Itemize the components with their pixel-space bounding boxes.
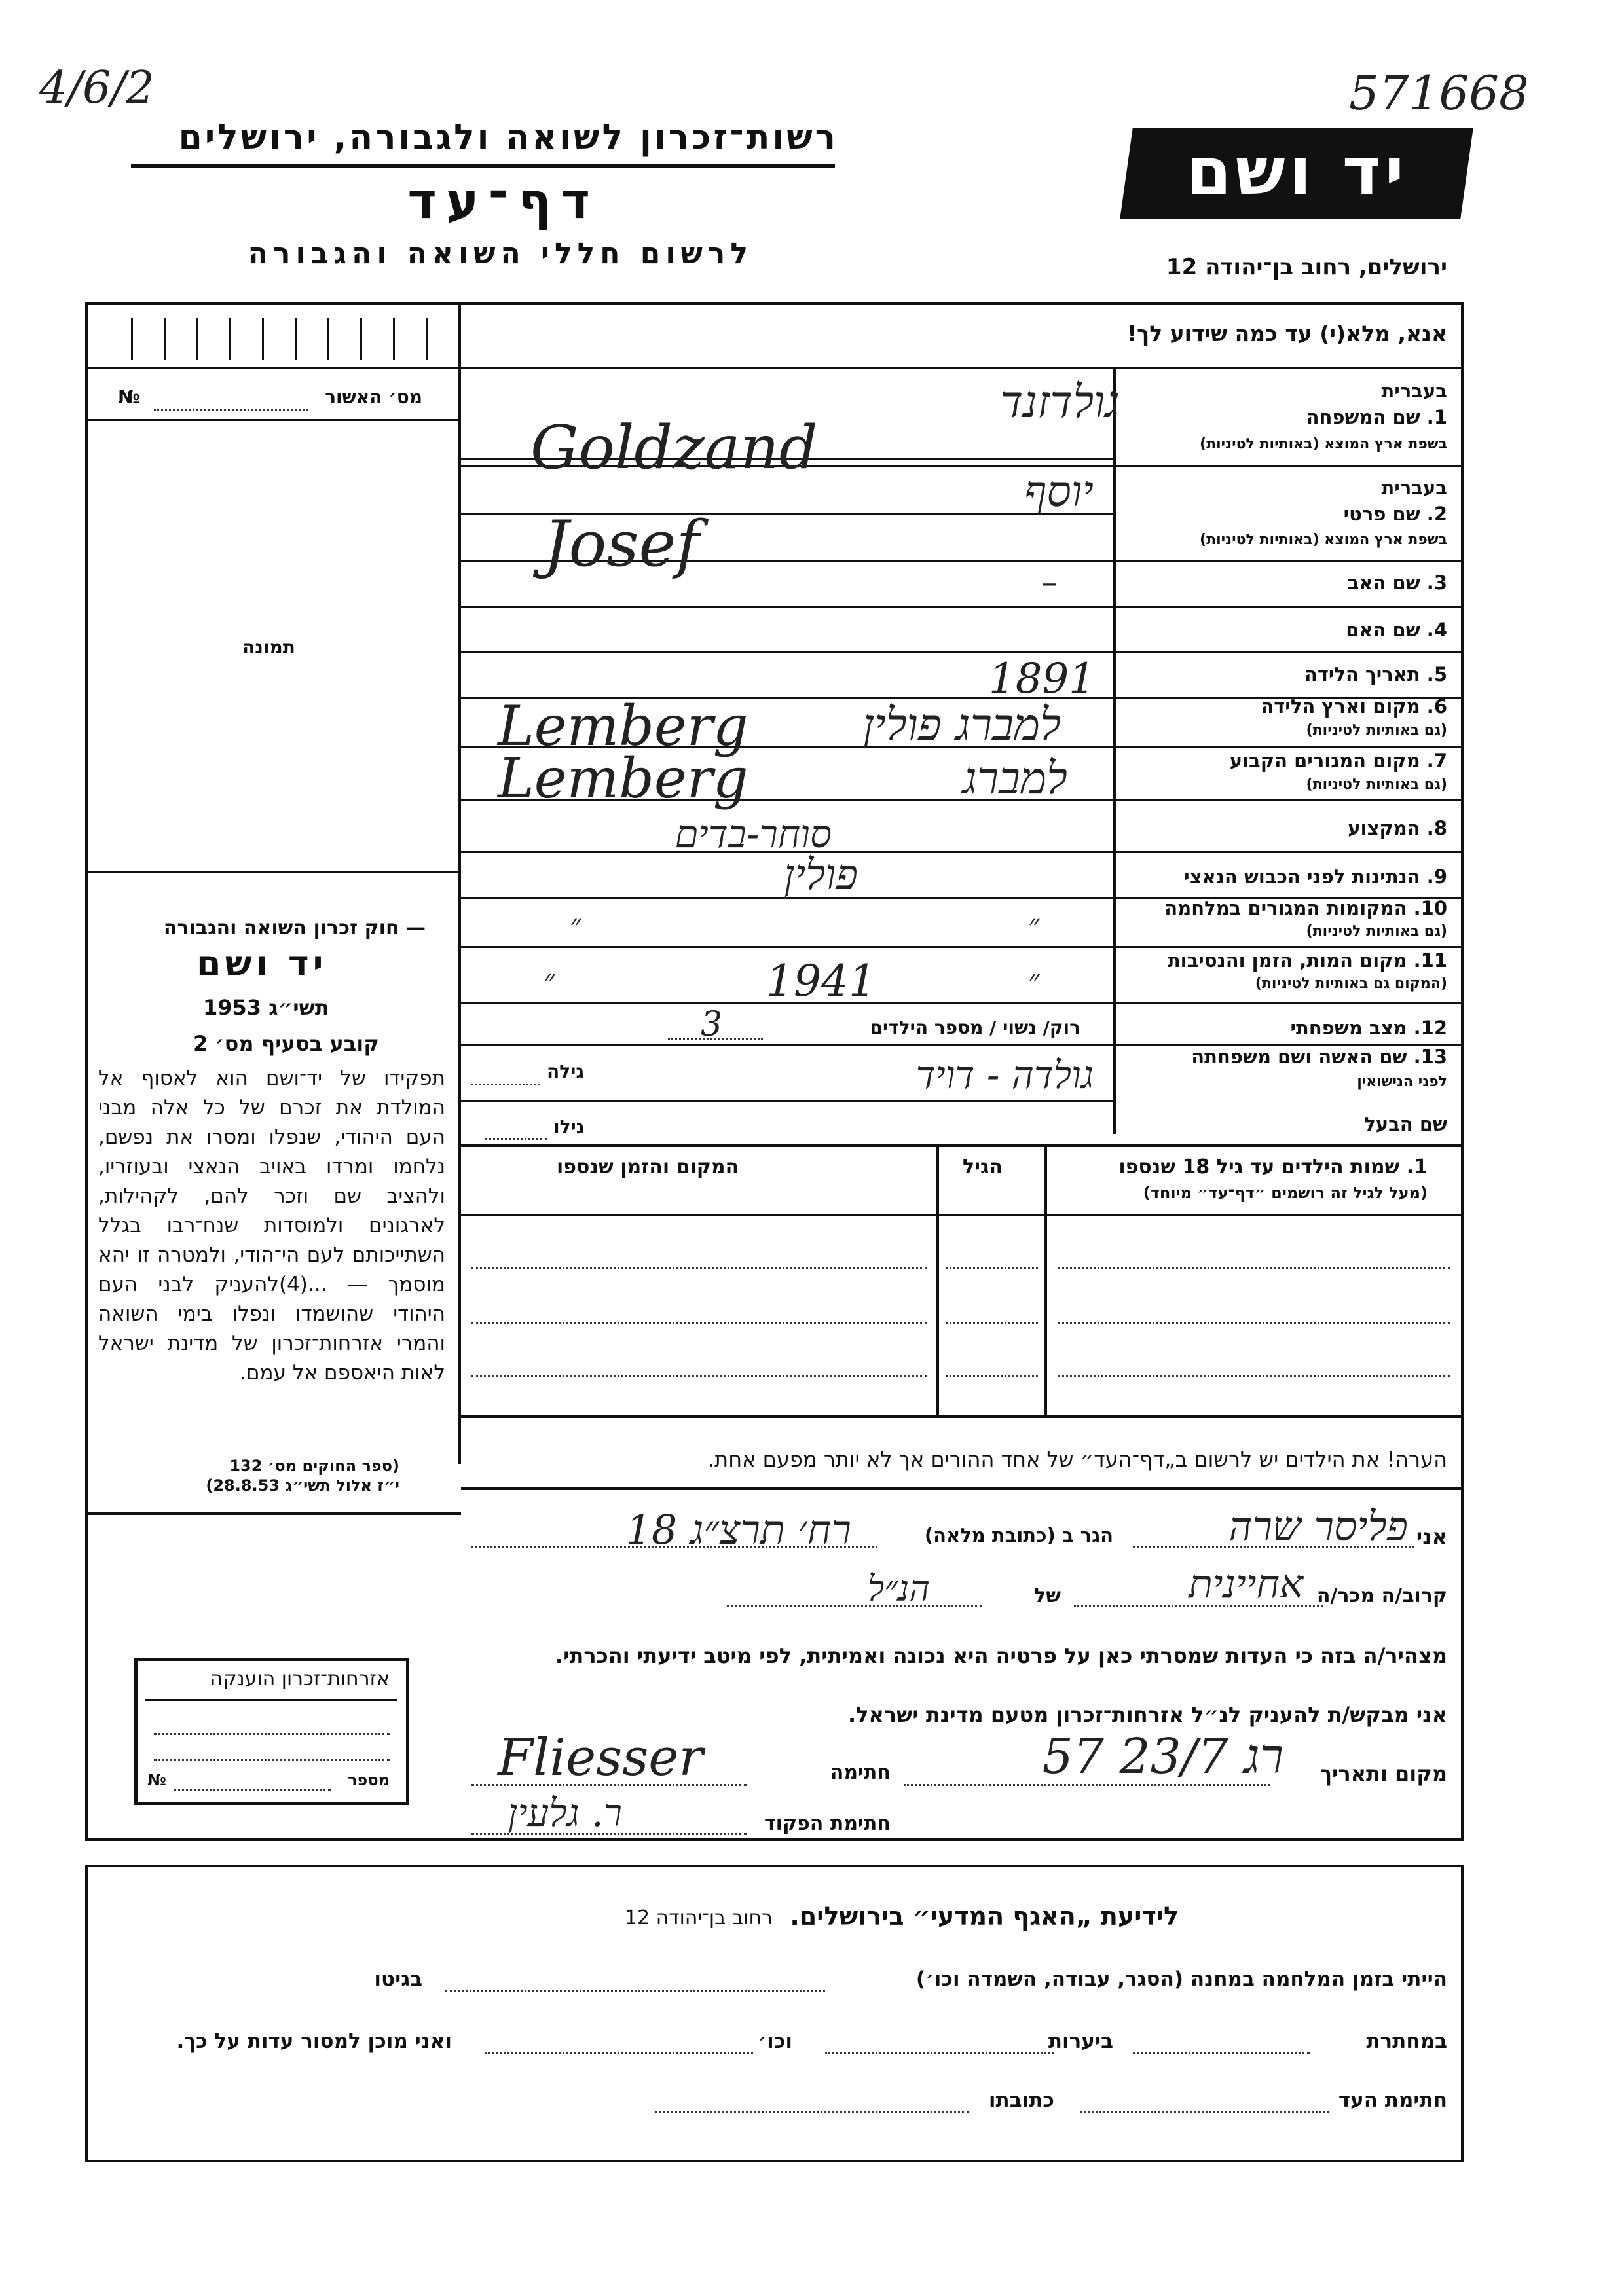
residence-hebrew-value: למברג [962, 753, 1067, 805]
declare-text: מצהיר/ה בזה כי העדות שמסרתי כאן על פרטיה היא נכונה ואמיתית, לפי מיטב ידיעתי והכרתי. [555, 1643, 1447, 1668]
children-col-divider-2 [1044, 1147, 1047, 1415]
relative-label: קרוב/ה מכר/ה [1316, 1584, 1447, 1607]
children-names-header: 1. שמות הילדים עד גיל 18 שנספו [1118, 1156, 1428, 1178]
archive-code-left: 4/6/2 [39, 62, 155, 114]
citizenship-box-line-1 [154, 1733, 390, 1735]
form-subtitle: לרשום חללי השואה והגבורה [248, 237, 753, 270]
footer-ghetto: בגיטו [374, 1967, 422, 1991]
firstname-sublabel: בשפת ארץ המוצא (באותיות לטיניות) [1200, 532, 1447, 548]
firstname-latin-value: Josef [544, 507, 699, 581]
death-year-value: 1941 [766, 956, 876, 1006]
place-date-label: מקום ותאריך [1320, 1761, 1447, 1786]
mother-label: 4. שם האם [1346, 619, 1447, 641]
residence-label: 7. מקום המגורים הקבוע [1229, 750, 1447, 772]
citizenship-box-title: אזרחות־זכרון הוענקה [210, 1667, 390, 1690]
citizenship-label: 9. הנתינות לפני הכבוש הנאצי [1184, 866, 1447, 888]
signature-value: Fliesser [498, 1728, 703, 1787]
form-title: דף־עד [407, 172, 599, 230]
children-names-subheader: (מעל לגיל זה רושמים ״דף־עד״ מיוחד) [1143, 1184, 1428, 1202]
birthdate-label: 5. תאריך הלידה [1304, 663, 1447, 685]
footer-frame [85, 1865, 1464, 2162]
war-residence-mark-2: ״ [1028, 907, 1040, 942]
citizenship-number-label: מספר [348, 1771, 390, 1789]
of-value: הנ״ל [868, 1568, 930, 1609]
war-residence-mark-1: ״ [570, 907, 581, 942]
approval-dotted-line [154, 409, 308, 411]
citizenship-box-line-2 [154, 1759, 390, 1761]
of-dots [727, 1605, 982, 1607]
note-row-bottom [461, 1487, 1461, 1490]
instruction-row-bottom [461, 367, 1461, 369]
footer-ready: ואני מוכן למסור עדות על כך. [176, 2030, 452, 2053]
firstname-hebrew-value: יוסף [1024, 466, 1094, 517]
death-mark-2: ״ [1028, 962, 1040, 998]
rule-4 [461, 651, 1461, 653]
children-count-value: 3 [701, 1005, 723, 1044]
approval-no-mark: № [118, 386, 140, 408]
approval-label: מס׳ האשור [325, 386, 422, 408]
hebrew-tag-1: בעברית [1381, 380, 1447, 402]
surname-hebrew-value: גולדזנד [1000, 376, 1120, 428]
footer-underground: במחתרת [1366, 2030, 1447, 2053]
declarant-resides-label: הגר ב (כתובת מלאה) [924, 1524, 1113, 1546]
children-row-3-age [946, 1375, 1038, 1377]
yad-vashem-logo [1120, 128, 1473, 219]
hebrew-tag-2: בעברית [1381, 477, 1447, 499]
declarant-ani-label: אני [1416, 1524, 1447, 1549]
children-row-2-age [946, 1322, 1038, 1324]
children-table-bottom [461, 1415, 1461, 1418]
children-row-2-name [1058, 1322, 1450, 1324]
children-note: הערה! את הילדים יש לרשום ב„דף־העד״ של אחד ההורים אך לא יותר מפעם אחת. [707, 1447, 1447, 1472]
tick-row-bottom [88, 367, 461, 369]
husband-age-dots [485, 1138, 547, 1140]
photo-label: תמונה [242, 636, 295, 658]
law-title: — חוק זכרון השואה והגבורה [163, 917, 426, 939]
residence-latin-value: Lemberg [498, 746, 748, 811]
rule-11 [461, 1002, 1461, 1004]
children-place-header: המקום והזמן שנספו [557, 1156, 739, 1178]
children-age-header: הגיל [963, 1156, 1003, 1178]
profession-value: סוחר-בדים [674, 812, 832, 856]
birthplace-hebrew-value: למברג פולין [862, 699, 1061, 751]
wife-label: 13. שם האשה ושם משפחתה [1191, 1046, 1447, 1068]
children-row-3-name [1058, 1375, 1450, 1377]
children-row-1-name [1058, 1267, 1450, 1269]
law-name: יד ושם [196, 943, 327, 984]
surname-label: 1. שם המשפחה [1306, 406, 1447, 428]
signature-label: חתימה [830, 1761, 891, 1784]
photo-area-bottom [88, 871, 461, 873]
husband-label: שם הבעל [1364, 1113, 1447, 1135]
wife-name-value: גולדה - דויד [915, 1053, 1094, 1097]
authority-underline [131, 164, 835, 168]
institution-address: ירושלים, רחוב בן־יהודה 12 [1166, 254, 1447, 280]
footer-etc: וכו׳ [758, 2030, 792, 2053]
law-source-date: י״ז אלול תשי״ג 28.8.53) [206, 1476, 399, 1495]
footer-etc-dots [485, 2052, 753, 2054]
citizenship-number-dots [174, 1789, 331, 1791]
surname-latin-value: Goldzand [530, 412, 818, 483]
death-sublabel: (המקום גם באותיות לטיניות) [1255, 975, 1447, 992]
law-body: תפקידו של יד־ושם הוא לאסוף אל המולדת את זכרם של כל אלה מבני העם היהודי, שנפלו ומסרו את נפשם, נלחמו ומרדו באויב הנאצי ובעוזריו, ולהציב שם וזכר להם, לקהילות, לארגונים ולמוסדות שנח־רבו בגלל השתייכותם לעם הי־הודי, ולמטרה זו יהא מוסמך — ...(4)להעניק לבני העם היהודי שהושמדו ונפלו בימי השואה והמרי אזרחות־זכרון של מדינת ישראל לאות היאספם אל עמם. [98, 1066, 445, 1385]
rule-8 [461, 851, 1461, 853]
footer-address-label: כתובתו [988, 2088, 1054, 2112]
declarant-address-value: רח׳ תרצ״ג 18 [625, 1506, 851, 1554]
approval-row-bottom [88, 419, 461, 421]
citizenship-value: פולין [784, 851, 858, 900]
label-column-divider [1113, 369, 1116, 1134]
authority-name: רשות־זכרון לשואה ולגבורה, ירושלים [178, 118, 838, 157]
marital-options: רוק/ נשוי / מספר הילדים [870, 1017, 1080, 1038]
footer-underground-dots [1133, 2052, 1310, 2054]
relation-value: אחיינית [1189, 1561, 1303, 1607]
instruction-text: אנא, מלא(י) עד כמה שידוע לך! [1127, 321, 1447, 346]
father-label: 3. שם האב [1347, 572, 1447, 594]
law-clause: קובע בסעיף מס׳ 2 [193, 1031, 379, 1056]
declarant-name-value: פליסר שרה [1228, 1503, 1408, 1550]
birthplace-latin-value: Lemberg [498, 694, 748, 758]
death-label: 11. מקום המות, הזמן והנסיבות [1167, 949, 1447, 972]
tick-marks [118, 311, 445, 363]
children-row-1-place [471, 1267, 927, 1269]
footer-witness-sig: חתימת העד [1338, 2088, 1447, 2112]
birthplace-label: 6. מקום וארץ הלידה [1261, 695, 1447, 718]
wife-sublabel: לפני הנישואין [1357, 1074, 1447, 1090]
war-residence-sublabel: (גם באותיות לטיניות) [1306, 923, 1447, 939]
profession-label: 8. המקצוע [1348, 817, 1447, 839]
place-date-value: רג 23/7 57 [1042, 1728, 1283, 1785]
husband-age-label: גילו [553, 1116, 585, 1138]
left-column-divider [458, 305, 461, 1464]
rule-3 [461, 606, 1461, 608]
official-signature-value: ר. גלעין [507, 1791, 622, 1835]
surname-sublabel: בשפת ארץ המוצא (באותיות לטיניות) [1200, 436, 1447, 452]
marital-label: 12. מצב משפחתי [1290, 1017, 1447, 1039]
residence-sublabel: (גם באותיות לטיניות) [1306, 776, 1447, 793]
footer-camp-line: הייתי בזמן המלחמה במחנה (הסגר, עבודה, השמדה וכו׳) [915, 1967, 1447, 1991]
footer-forests: ביערות [1048, 2030, 1113, 2053]
footer-address-dots [655, 2111, 969, 2113]
war-residence-label: 10. המקומות המגורים במלחמה [1164, 897, 1447, 919]
birthplace-sublabel: (גם באותיות לטיניות) [1306, 722, 1447, 738]
children-row-2-place [471, 1322, 927, 1324]
request-text: אני מבקש/ת להעניק לנ״ל אזרחות־זכרון מטעם מדינת ישראל. [848, 1702, 1447, 1727]
of-label: של [1034, 1584, 1061, 1607]
citizenship-number-mark: № [147, 1771, 166, 1789]
official-signature-label: חתימת הפקוד [764, 1812, 891, 1835]
children-row-3-place [471, 1375, 927, 1377]
children-row-1-age [946, 1267, 1038, 1269]
law-source: (ספר החוקים מס׳ 132 [229, 1457, 399, 1475]
law-year: תשי״ג 1953 [203, 995, 329, 1020]
wife-age-dots [471, 1084, 540, 1085]
birthdate-value: 1891 [989, 655, 1096, 703]
rule-10 [461, 946, 1461, 948]
footer-title: לידיעת „האגף המדעי״ בירושלים. [790, 1902, 1179, 1931]
rule-husband [461, 1144, 1461, 1147]
law-area-bottom [88, 1512, 461, 1515]
citizenship-box [134, 1658, 409, 1805]
archive-code-right: 571668 [1349, 65, 1529, 120]
wife-age-label: גילה [547, 1061, 584, 1082]
footer-forests-dots [825, 2052, 1054, 2054]
citizenship-box-title-rule [145, 1699, 397, 1701]
death-mark-1: ״ [544, 962, 555, 998]
footer-camp-dots [445, 1990, 825, 1992]
children-header-bottom [461, 1214, 1461, 1216]
father-value: – [1041, 563, 1058, 601]
logo-text: יד ושם [1186, 133, 1408, 210]
firstname-label: 2. שם פרטי [1343, 503, 1447, 525]
rule-13 [461, 1100, 1116, 1102]
footer-witness-dots [1080, 2111, 1329, 2113]
children-col-divider-1 [936, 1147, 939, 1415]
footer-address: רחוב בן־יהודה 12 [624, 1906, 773, 1929]
